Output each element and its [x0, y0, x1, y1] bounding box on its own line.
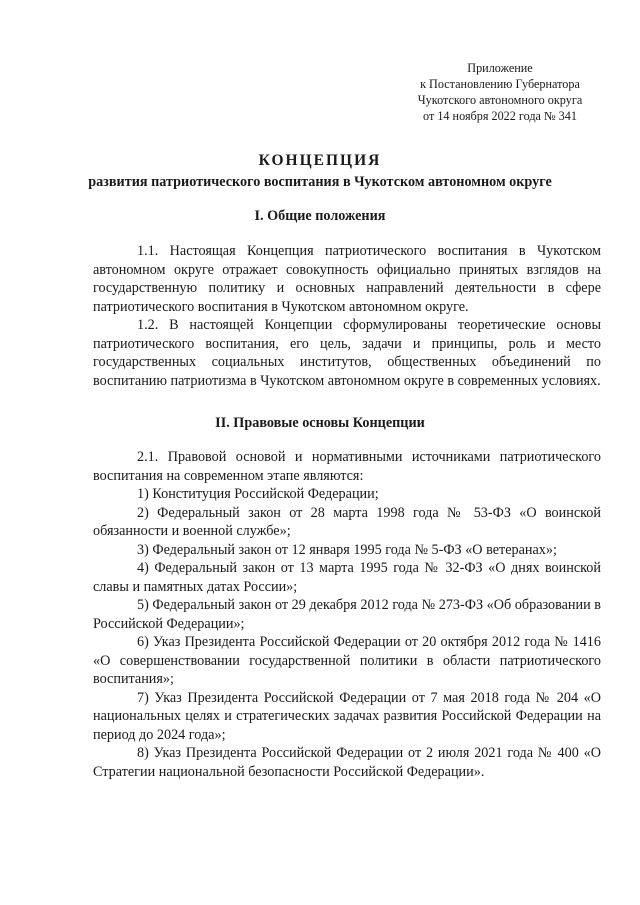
- appendix-line: от 14 ноября 2022 года № 341: [423, 109, 577, 123]
- list-item: 1) Конституция Российской Федерации;: [137, 486, 379, 502]
- section-heading-general: I. Общие положения: [254, 208, 386, 224]
- document-subtitle: развития патриотического воспитания в Чукотском автономном округе: [88, 174, 552, 190]
- list-item: 5) Федеральный закон от 29 декабря 2012 года № 273-ФЗ «Об образовании в Российской Федерации»;: [93, 597, 601, 632]
- paragraph: 1.1. Настоящая Концепция патриотического воспитания в Чукотском автономном округе отражает совокупность официально принятых взглядов на государственную политику и основных направлений деятельности в сфере патриотического воспитания в Чукотском автономном округе.: [93, 243, 601, 315]
- section-heading-legal: II. Правовые основы Концепции: [215, 415, 425, 431]
- list-item: 3) Федеральный закон от 12 января 1995 года № 5-ФЗ «О ветеранах»;: [137, 541, 557, 558]
- appendix-block: [380, 60, 620, 124]
- list-item: 8) Указ Президента Российской Федерации от 2 июля 2021 года № 400 «О Стратегии национальной безопасности Российской Федерации».: [93, 745, 601, 780]
- section-legal-body: [93, 448, 601, 781]
- appendix-line: Чукотского автономного округа: [417, 93, 583, 107]
- section-general-body: [93, 242, 601, 390]
- appendix-line: Приложение: [467, 61, 533, 75]
- list-item: 2) Федеральный закон от 28 марта 1998 года № 53-ФЗ «О воинской обязанности и военной службе»;: [93, 504, 601, 539]
- list-item: 7) Указ Президента Российской Федерации от 7 мая 2018 года № 204 «О национальных целях и стратегических задачах развития Российской Федерации на период до 2024 года»;: [93, 689, 601, 743]
- appendix-line: к Постановлению Губернатора: [420, 77, 580, 91]
- list-item: 4) Федеральный закон от 13 марта 1995 года № 32-ФЗ «О днях воинской славы и памятных датах России»;: [93, 560, 601, 595]
- document-title: КОНЦЕПЦИЯ: [258, 152, 382, 169]
- list-item: 6) Указ Президента Российской Федерации от 20 октября 2012 года № 1416 «О совершенствовании государственной политики в области патриотического воспитания»;: [93, 634, 601, 687]
- paragraph: 2.1. Правовой основой и нормативными источниками патриотического воспитания на современном этапе являются:: [93, 449, 601, 484]
- paragraph: 1.2. В настоящей Концепции сформулированы теоретические основы патриотического воспитания, его цель, задачи и принципы, роль и место государственных социальных институтов, общественных объединений по воспитанию патриотизма в Чукотском автономном округе в современных условиях.: [93, 317, 601, 389]
